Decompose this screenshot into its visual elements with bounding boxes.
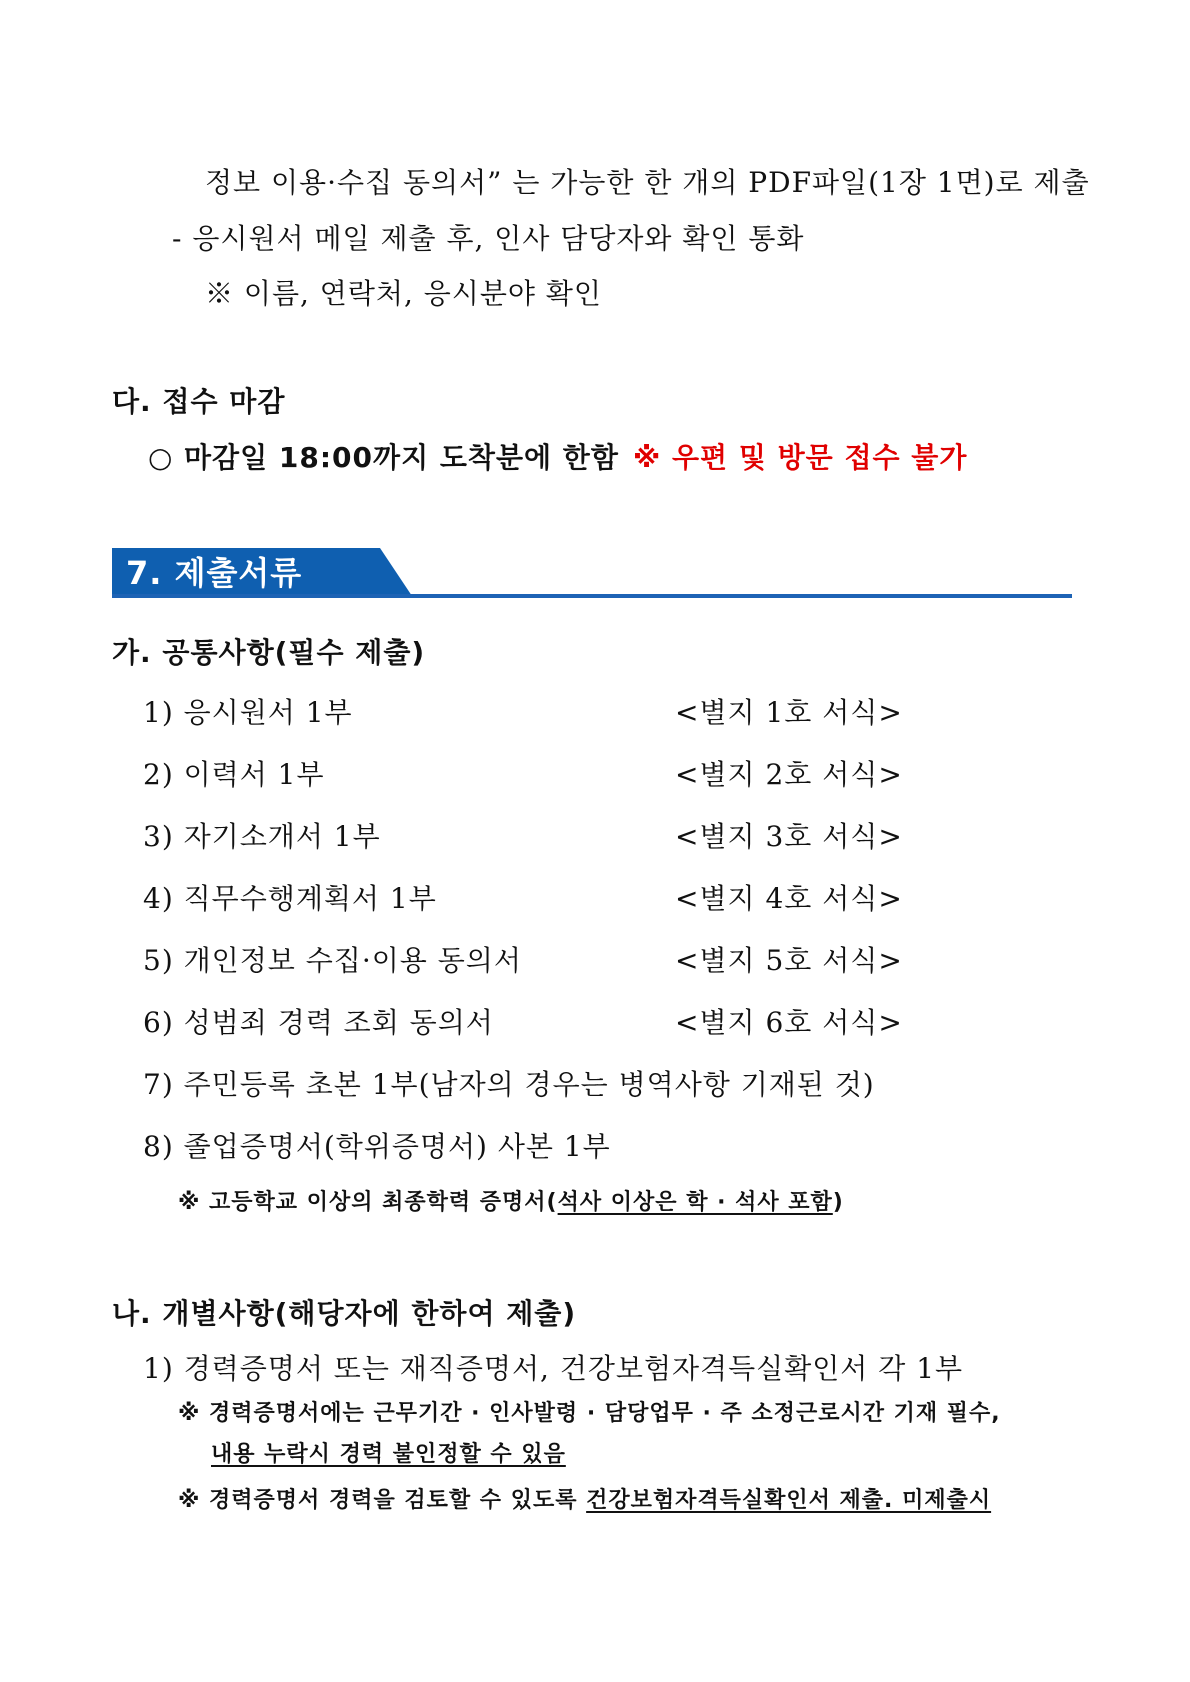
career-note-2-text: ※ 경력증명서 경력을 검토할 수 있도록 [178,1488,587,1513]
deadline-bullet: ○ [148,441,174,474]
list-item-form: <별지 5호 서식> [675,944,903,977]
education-note [178,1188,844,1218]
deadline-heading: 다. 접수 마감 [112,385,286,418]
list-item-form: <별지 1호 서식> [675,696,903,729]
career-note-1-cont: 내용 누락시 경력 불인정할 수 있음 [211,1442,566,1467]
list-item-label: 1) 응시원서 1부 [143,696,353,729]
career-note-2-underlined: 건강보험자격득실확인서 제출. 미제출시 [586,1488,992,1513]
list-item-8: 8) 졸업증명서(학위증명서) 사본 1부 [143,1130,611,1163]
section-title: 7. 제출서류 [126,554,303,592]
intro-note: ※ 이름, 연락처, 응시분야 확인 [205,277,602,310]
list-item-label: 6) 성범죄 경력 조회 동의서 [143,1006,494,1039]
list-item-7: 7) 주민등록 초본 1부(남자의 경우는 병역사항 기재된 것) [143,1068,875,1101]
individual-heading: 나. 개별사항(해당자에 한하여 제출) [112,1297,577,1330]
list-item-form: <별지 2호 서식> [675,758,903,791]
list-item-label: 3) 자기소개서 1부 [143,820,381,853]
education-note-end: ) [832,1190,844,1215]
career-note-1: ※ 경력증명서에는 근무기간 · 인사발령 · 담당업무 · 주 소정근로시간 기재 필수, [178,1401,1001,1426]
intro-line-2: - 응시원서 메일 제출 후, 인사 담당자와 확인 통화 [172,222,805,255]
list-item-form: <별지 4호 서식> [675,882,903,915]
common-heading: 가. 공통사항(필수 제출) [112,636,426,669]
list-item-label: 5) 개인정보 수집·이용 동의서 [143,944,522,977]
list-item-form: <별지 3호 서식> [675,820,903,853]
list-item-form: <별지 6호 서식> [675,1006,903,1039]
education-note-text: ※ 고등학교 이상의 최종학력 증명서( [178,1190,558,1215]
deadline-text: 마감일 18:00까지 도착분에 한함 [184,441,619,474]
education-note-underlined: 석사 이상은 학 · 석사 포함 [557,1190,833,1215]
career-note-2 [178,1486,991,1516]
intro-line-1: 정보 이용·수집 동의서” 는 가능한 한 개의 PDF파일(1장 1면)로 제출 [205,166,1090,199]
deadline-warning: ※ 우편 및 방문 접수 불가 [633,441,968,474]
list-item-label: 2) 이력서 1부 [143,758,325,791]
list-item-label: 4) 직무수행계획서 1부 [143,882,437,915]
individual-item-1: 1) 경력증명서 또는 재직증명서, 건강보험자격득실확인서 각 1부 [143,1352,964,1385]
